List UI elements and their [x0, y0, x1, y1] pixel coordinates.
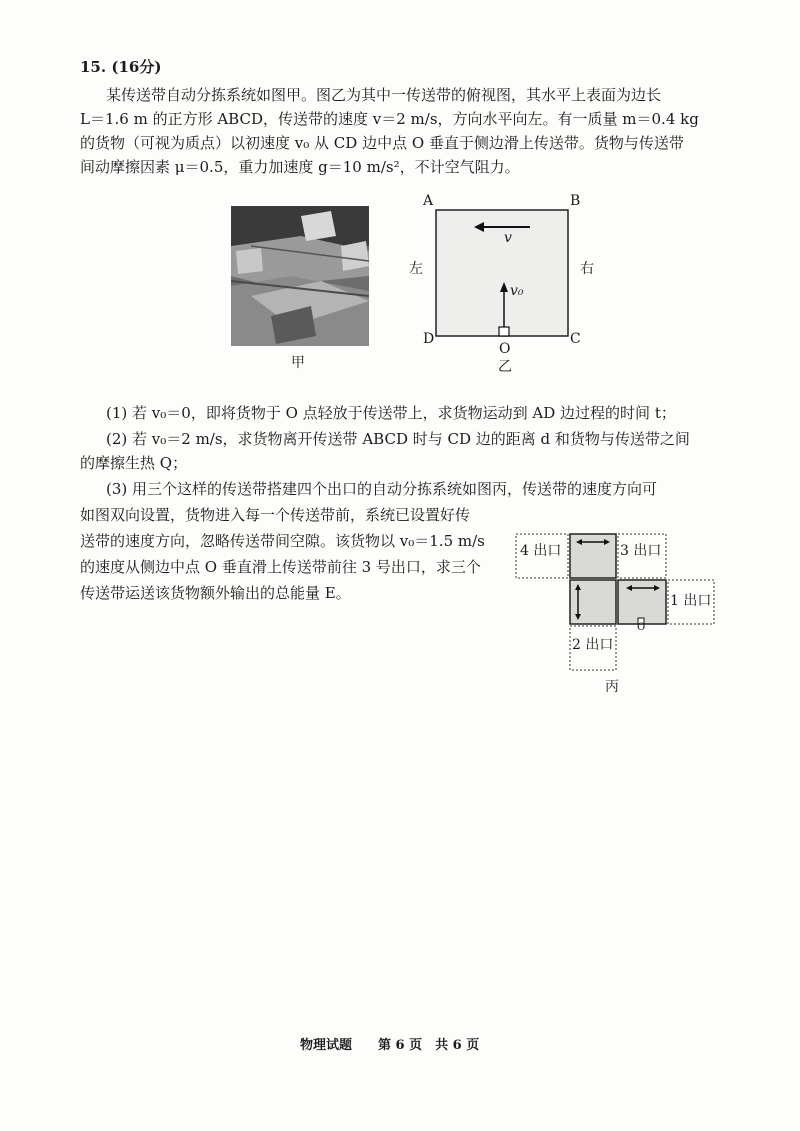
figure-bing-caption: 丙	[605, 679, 619, 695]
exit-1-label: 1 出口	[670, 593, 712, 609]
stem-line-3: 的货物（可视为质点）以初速度 v₀ 从 CD 边中点 O 垂直于侧边滑上传送带。货物与传送带	[80, 134, 684, 152]
belt-velocity-label: v	[504, 230, 512, 246]
left-label: 左	[409, 261, 423, 277]
page-footer: 物理试题 第 6 页 共 6 页	[300, 1038, 480, 1053]
point-o-label: O	[499, 341, 511, 357]
right-label: 右	[580, 261, 594, 277]
exit-4-label: 4 出口	[520, 543, 562, 559]
question-points: (16分)	[111, 58, 162, 76]
exit-3-label: 3 出口	[620, 543, 662, 559]
corner-d: D	[423, 331, 435, 347]
question-header	[80, 56, 161, 78]
part-3-line-3: 送带的速度方向，忽略传送带间空隙。该货物以 v₀＝1.5 m/s	[80, 532, 485, 550]
part-2-line-2: 的摩擦生热 Q；	[80, 454, 188, 472]
cargo-box	[499, 327, 509, 336]
middle-right-belt	[618, 580, 666, 624]
corner-c: C	[570, 331, 581, 347]
figure-yi-caption: 乙	[498, 359, 512, 375]
part-1: (1) 若 v₀＝0，即将货物于 O 点轻放于传送带上，求货物运动到 AD 边过程的时间 t；	[106, 404, 676, 422]
exit-2-label: 2 出口	[572, 637, 614, 653]
stem-line-4: 间动摩擦因素 μ＝0.5，重力加速度 g＝10 m/s²，不计空气阻力。	[80, 158, 520, 176]
part-3-line-5: 传送带运送该货物额外输出的总能量 E。	[80, 584, 351, 602]
initial-velocity-label: v₀	[510, 283, 524, 299]
part-3-line-1: (3) 用三个这样的传送带搭建四个出口的自动分拣系统如图丙，传送带的速度方向可	[106, 480, 658, 498]
top-belt	[570, 534, 616, 578]
belt-square	[436, 210, 568, 336]
figure-jia-caption: 甲	[291, 355, 305, 371]
bing-point-o-label: O	[637, 622, 646, 633]
part-3-line-4: 的速度从侧边中点 O 垂直滑上传送带前往 3 号出口，求三个	[80, 558, 481, 576]
conveyor-photo	[231, 206, 369, 346]
part-2-line-1: (2) 若 v₀＝2 m/s，求货物离开传送带 ABCD 时与 CD 边的距离 d 和货物与传送带之间	[106, 430, 690, 448]
part-3-line-2: 如图双向设置，货物进入每一个传送带前，系统已设置好传	[80, 506, 471, 524]
stem-line-2: L＝1.6 m 的正方形 ABCD，传送带的速度 v＝2 m/s，方向水平向左。有一质量 m＝0.4 kg	[80, 110, 699, 128]
corner-b: B	[570, 193, 581, 209]
stem-line-1: 某传送带自动分拣系统如图甲。图乙为其中一传送带的俯视图，其水平上表面为边长	[106, 86, 662, 104]
corner-a: A	[423, 193, 434, 209]
question-number: 15.	[80, 58, 107, 76]
